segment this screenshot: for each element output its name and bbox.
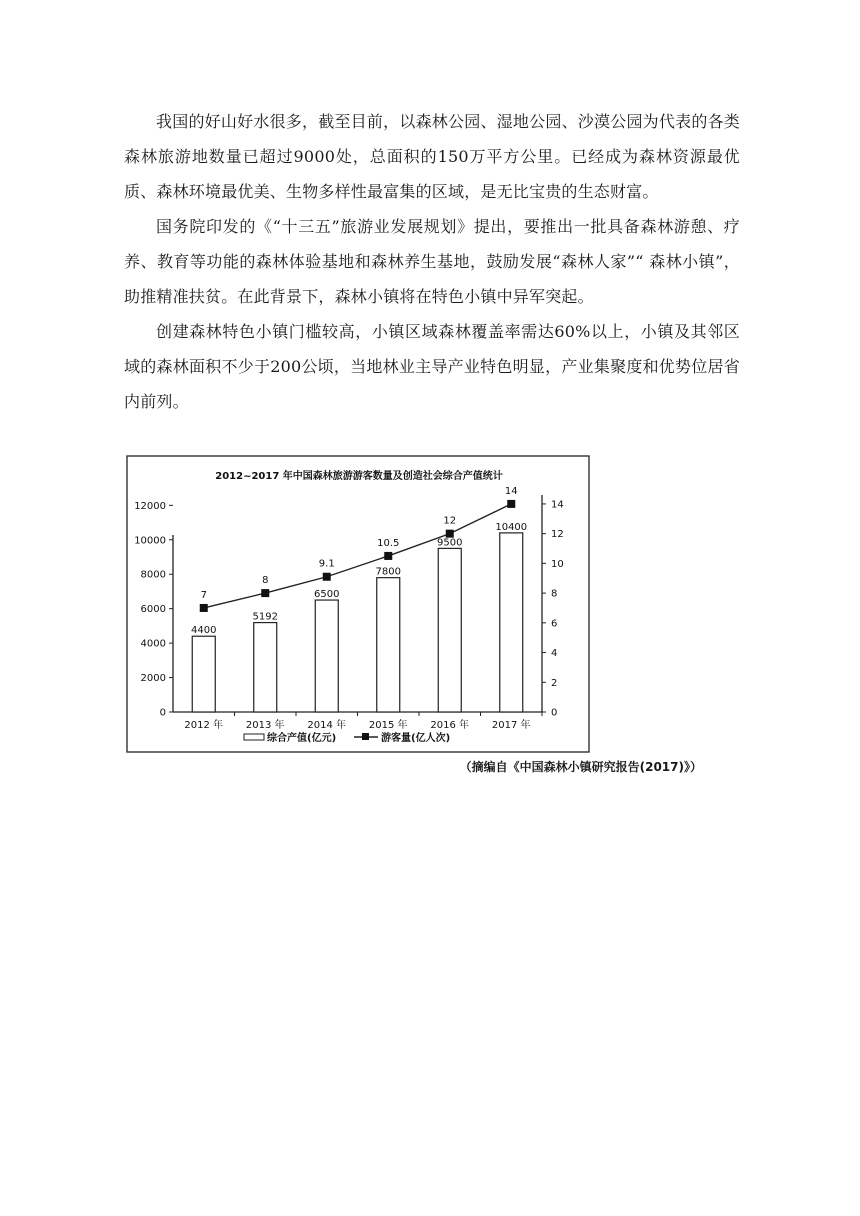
bar-6: [500, 533, 523, 712]
x-tick-label: 2017 年: [491, 720, 531, 731]
chart-title: 2012~2017 年中国森林旅游游客数量及创造社会综合产值统计: [215, 471, 503, 482]
left-tick-label: 0: [159, 707, 166, 719]
left-tick-label: 4000: [140, 638, 166, 650]
right-tick-label: 12: [551, 529, 564, 541]
bar-2: [254, 623, 277, 712]
line-marker-1: [200, 604, 208, 612]
article-body: [124, 104, 740, 419]
right-tick-label: 10: [551, 558, 564, 570]
source-note: （摘编自《中国森林小镇研究报告(2017)》）: [459, 760, 702, 774]
paragraph-1: 我国的好山好水很多，截至目前，以森林公园、湿地公园、沙漠公园为代表的各类森林旅游地数量已超过9000处，总面积的150万平方公里。已经成为森林资源最优质、森林环境最优美、生物多样性最富集的区域，是无比宝贵的生态财富。: [124, 112, 740, 201]
legend-line-marker: [362, 733, 369, 740]
left-tick-label: 10000: [134, 535, 166, 547]
legend-bar-label: 综合产值(亿元): [267, 733, 337, 744]
paragraph-2: 国务院印发的《“十三五”旅游业发展规划》提出，要推出一批具备森林游憩、疗养、教育等功能的森林体验基地和森林养生基地，鼓励发展“森林人家”“ 森林小镇”，助推精准扶贫。在此背景下，森林小镇将在特色小镇中异军突起。: [124, 217, 740, 306]
combo-chart: [126, 455, 592, 755]
line-marker-5: [446, 530, 454, 538]
bar-data-label: 6500: [314, 589, 340, 601]
x-tick-label: 2016 年: [430, 720, 470, 731]
legend-bar-swatch: [244, 734, 264, 740]
line-marker-2: [261, 589, 269, 597]
bar-data-label: 9500: [437, 537, 463, 549]
left-tick-label: 6000: [140, 604, 166, 616]
legend-line-label: 游客量(亿人次): [381, 733, 451, 744]
bar-4: [377, 578, 400, 712]
line-marker-3: [323, 573, 331, 581]
line-data-label: 10.5: [377, 537, 400, 549]
line-data-label: 7: [200, 589, 207, 601]
x-tick-label: 2013 年: [245, 720, 285, 731]
right-tick-label: 0: [551, 707, 558, 719]
x-tick-label: 2015 年: [368, 720, 408, 731]
bar-3: [315, 600, 338, 712]
line-data-label: 8: [262, 575, 269, 587]
bar-data-label: 7800: [375, 566, 401, 578]
bar-data-label: 5192: [252, 611, 278, 623]
left-tick-label: 12000: [134, 500, 166, 512]
bar-5: [438, 548, 461, 712]
right-tick-label: 4: [551, 648, 558, 660]
x-tick-label: 2012 年: [184, 720, 224, 731]
line-data-label: 9.1: [318, 558, 335, 570]
bar-data-label: 10400: [495, 521, 528, 533]
right-tick-label: 6: [551, 618, 558, 630]
line-data-label: 12: [443, 515, 457, 527]
right-tick-label: 8: [551, 588, 558, 600]
x-tick-label: 2014 年: [307, 720, 347, 731]
left-tick-label: 8000: [140, 569, 166, 581]
bar-1: [192, 636, 215, 712]
left-tick-label: 2000: [140, 673, 166, 685]
paragraph-3: 创建森林特色小镇门槛较高，小镇区域森林覆盖率需达60%以上，小镇及其邻区域的森林面积不少于200公顷，当地林业主导产业特色明显，产业集聚度和优势位居省内前列。: [124, 322, 740, 411]
chart-figure: [126, 455, 592, 755]
right-tick-label: 14: [551, 499, 564, 511]
bar-data-label: 4400: [191, 625, 217, 637]
line-marker-4: [384, 552, 392, 560]
line-data-label: 14: [504, 485, 518, 497]
line-marker-6: [507, 500, 515, 508]
right-tick-label: 2: [551, 677, 558, 689]
